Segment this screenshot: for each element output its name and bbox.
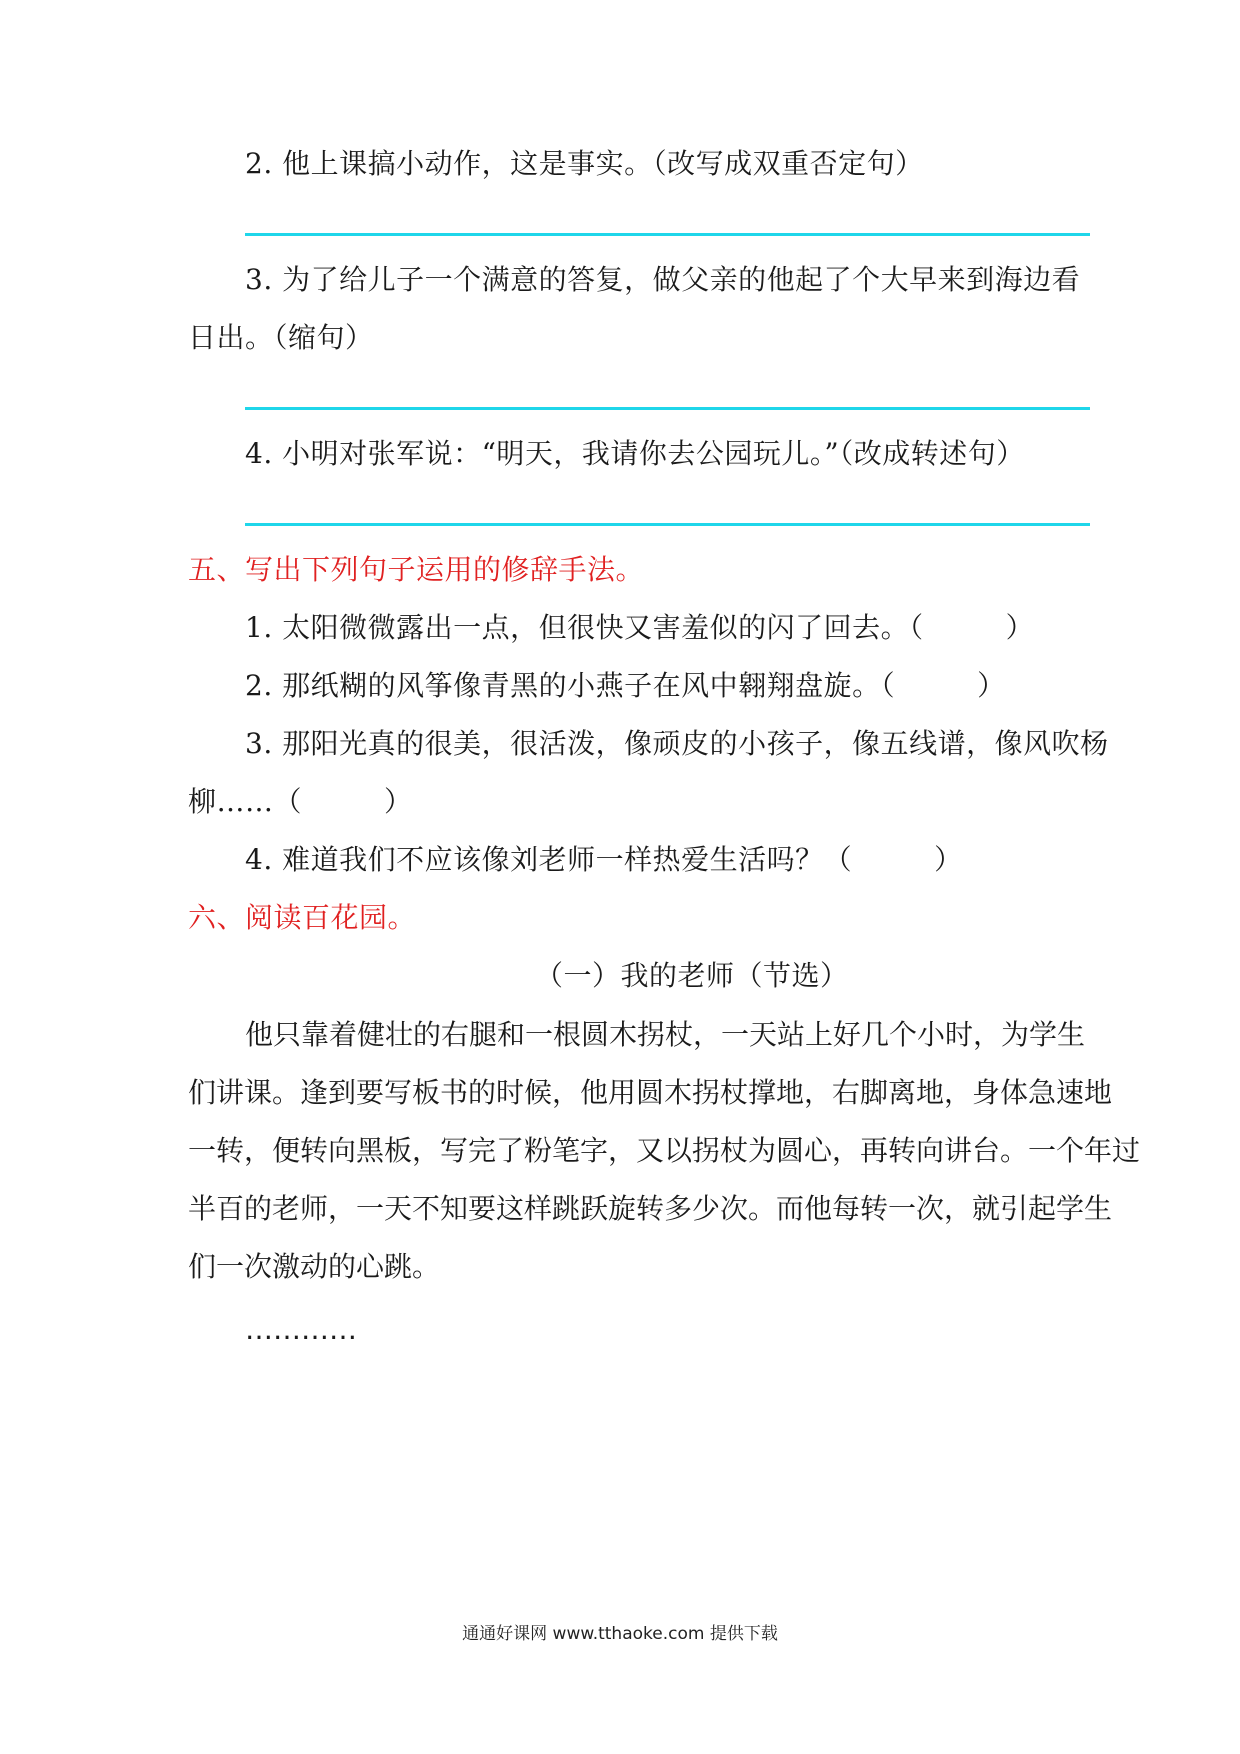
part4-question-3-line1: 3. 为了给儿子一个满意的答复，做父亲的他起了个大早来到海边看 (245, 263, 1081, 296)
part5-q3-text: 柳……（ (188, 785, 303, 818)
part5-question-3-line1: 3. 那阳光真的很美，很活泼，像顽皮的小孩子，像五线谱，像风吹杨 (245, 727, 1109, 760)
footer-watermark: 通通好课网 www.tthaoke.com 提供下载 (462, 1624, 778, 1644)
passage-ellipsis: ………… (245, 1313, 357, 1346)
answer-line-q4[interactable] (245, 523, 1090, 526)
part5-question-2 (245, 668, 1006, 704)
part5-q1-text: 1. 太阳微微露出一点，但很快又害羞似的闪了回去。（ (245, 611, 924, 644)
close-paren: ） (977, 669, 1006, 702)
part5-question-4 (245, 842, 963, 878)
close-paren: ） (1005, 611, 1035, 644)
part4-question-3-line2: 日出。（缩句） (188, 321, 374, 354)
section-five-heading: 五、写出下列句子运用的修辞手法。 (188, 553, 645, 586)
part4-question-2: 2. 他上课搞小动作，这是事实。（改写成双重否定句） (245, 147, 924, 180)
passage-line-3: 一转，便转向黑板，写完了粉笔字，又以拐杖为圆心，再转向讲台。一个年过 (188, 1134, 1141, 1167)
part5-q4-text: 4. 难道我们不应该像刘老师一样热爱生活吗？（ (245, 843, 853, 876)
part5-question-1 (245, 610, 1034, 646)
passage-title: （一）我的老师（节选） (535, 959, 849, 992)
section-six-heading: 六、阅读百花园。 (188, 901, 417, 934)
passage-line-2: 们讲课。逢到要写板书的时候，他用圆木拐杖撑地，右脚离地，身体急速地 (188, 1076, 1113, 1109)
passage-line-5: 们一次激动的心跳。 (188, 1250, 441, 1283)
passage-line-1: 他只靠着健壮的右腿和一根圆木拐杖，一天站上好几个小时，为学生 (245, 1018, 1086, 1051)
passage-line-4: 半百的老师，一天不知要这样跳跃旋转多少次。而他每转一次，就引起学生 (188, 1192, 1113, 1225)
close-paren: ） (384, 785, 413, 818)
part5-q2-text: 2. 那纸糊的风筝像青黑的小燕子在风中翱翔盘旋。（ (245, 669, 896, 702)
part4-question-4: 4. 小明对张军说：“明天，我请你去公园玩儿。”（改成转述句） (245, 437, 1025, 470)
part5-question-3-line2 (188, 784, 413, 820)
close-paren: ） (934, 843, 963, 876)
answer-line-q2[interactable] (245, 233, 1090, 236)
answer-line-q3[interactable] (245, 407, 1090, 410)
